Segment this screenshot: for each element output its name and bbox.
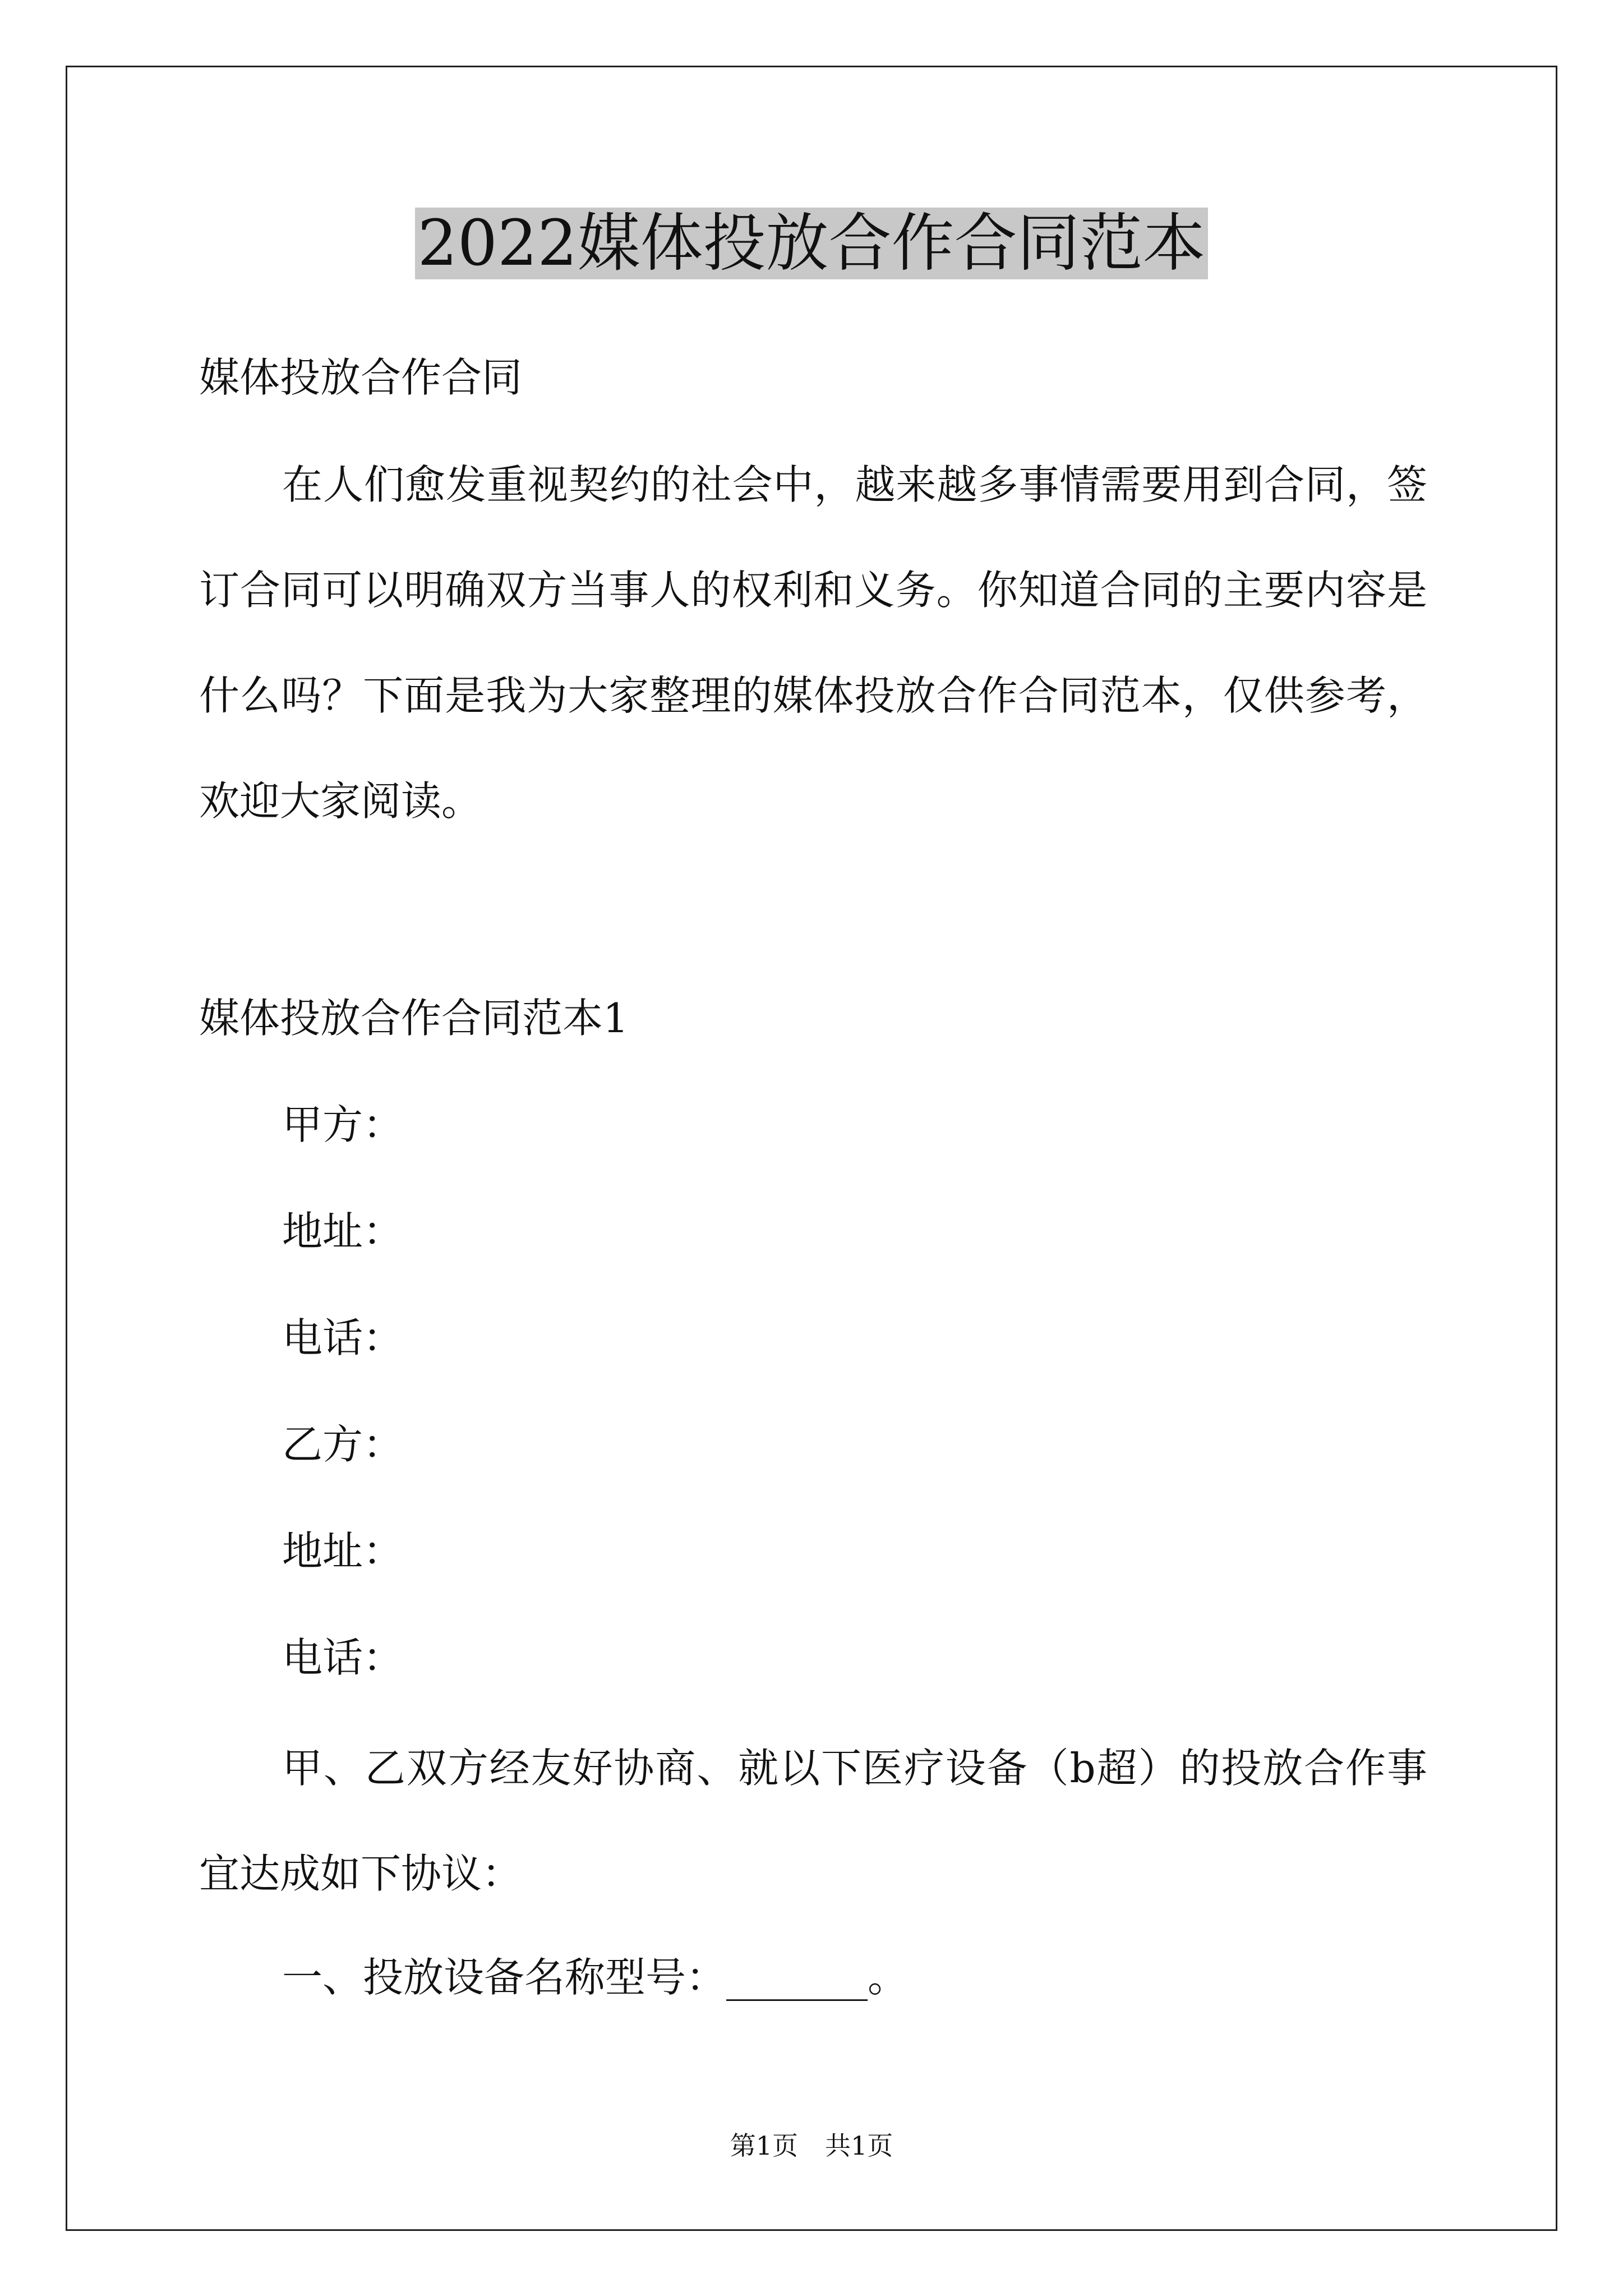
page-current: 第1页 [730, 2131, 798, 2161]
party-a-label: 甲方： [282, 1101, 404, 1148]
party-b-address-label: 地址： [282, 1527, 404, 1575]
party-a-phone-label: 电话： [282, 1314, 404, 1361]
document-title: 2022媒体投放合作合同范本 [415, 208, 1207, 279]
party-b-phone-label: 电话： [282, 1634, 404, 1681]
section-heading: 媒体投放合作合同范本1 [199, 995, 629, 1042]
agreement-paragraph: 甲、乙双方经友好协商、就以下医疗设备（b超）的投放合作事宜达成如下协议： [199, 1745, 1427, 1897]
page-footer [0, 2129, 1623, 2162]
page-total: 共1页 [825, 2131, 893, 2161]
title-container [0, 208, 1623, 279]
party-a-address-label: 地址： [282, 1208, 404, 1255]
document-subtitle: 媒体投放合作合同 [199, 354, 523, 401]
intro-paragraph: 在人们愈发重视契约的社会中，越来越多事情需要用到合同，签订合同可以明确双方当事人的权利和义务。你知道合同的主要内容是什么吗？下面是我为大家整理的媒体投放合作合同范本，仅供参考，欢迎大家阅读。 [199, 461, 1427, 825]
party-b-label: 乙方： [282, 1421, 404, 1468]
clause-1: 一、投放设备名称型号：_______。 [282, 1954, 909, 2001]
